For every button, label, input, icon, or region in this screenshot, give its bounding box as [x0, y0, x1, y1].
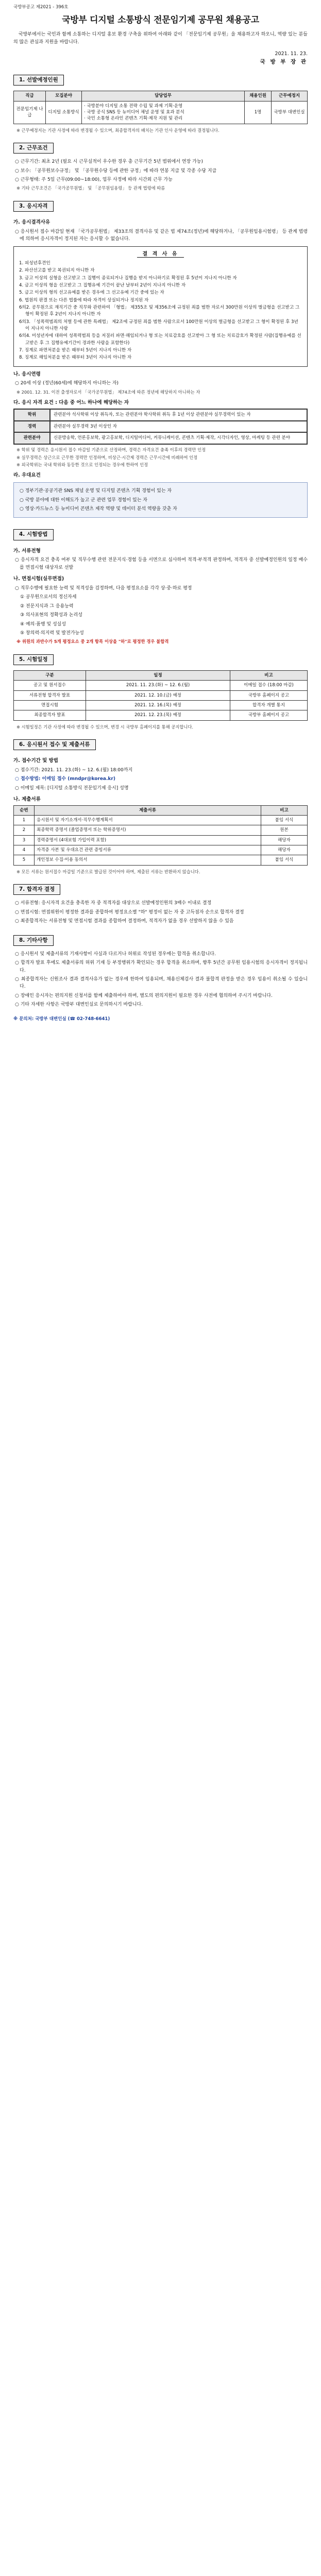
interview-criterion: ① 공무원으로서의 정신자세: [20, 595, 77, 600]
th-stage: 구분: [14, 670, 86, 680]
misc-item: ○ 기타 자세한 사항은 국방부 대변인실로 문의하시기 바랍니다.: [15, 1002, 143, 1008]
cell-no: 5: [14, 855, 35, 865]
positions-header-row: [14, 91, 308, 101]
section-7-heading: 7. 합격자 결정: [13, 884, 60, 895]
interview-heading: 나. 면접시험(실무면접): [13, 576, 64, 582]
qual-label-field: 관련분야: [14, 432, 50, 444]
decision-item: ○ 최종합격자는 서류전형 및 면접시험 결과를 종합하여 결정하며, 적격자가 없을 경우 선발하지 않을 수 있음: [15, 919, 234, 924]
table-row: [14, 101, 308, 124]
schedule-header-row: [14, 670, 308, 680]
qualification-grid: [13, 409, 308, 445]
qualification-note: ※ 학위 및 경력은 응시원서 접수 마감일 기준으로 산정하며, 경력은 자격요건 충족 이후의 경력만 인정: [16, 447, 206, 453]
work-condition-item: ○ 보수: 「공무원보수규정」 및 「공무원수당 등에 관한 규정」에 따라 연봉 지급 및 각종 수당 지급: [15, 168, 217, 174]
cell-stage: 서류전형 합격자 발표: [14, 690, 86, 700]
th-remark: 비고: [230, 670, 308, 680]
age-note: ※ 2001. 12. 31. 이전 출생자로서 「국가공무원법」 제74조에 따른 정년에 해당하지 아니하는 자: [16, 389, 200, 395]
document-screening-heading: 가. 서류전형: [13, 548, 41, 554]
th-schedule: 일정: [86, 670, 230, 680]
submission-docs-heading: 나. 제출서류: [13, 796, 41, 803]
table-row: [14, 710, 308, 720]
cell-no: 4: [14, 845, 35, 855]
work-condition-note: ※ 기타 근무조건은 「국가공무원법」 및 「공무원임용령」 등 관계 법령에 따름: [16, 185, 165, 191]
page-title: 국방부 디지털 소통방식 전문임기제 공무원 채용공고: [62, 15, 259, 26]
list-item: 6의3. 「성폭력범죄의 처벌 등에 관한 특례법」 제2조에 규정된 죄를 범한 사람으로서 100만원 이상의 벌금형을 선고받고 그 형이 확정된 후 3년이 지나지 아니한 사람: [19, 319, 298, 331]
disqualification-list: [19, 260, 302, 361]
cell-stage: 공고 및 원서접수: [14, 681, 86, 690]
cell-schedule: 2021. 12. 16.(목) 예정: [86, 700, 230, 710]
cell-field: 디지털 소통방식: [46, 101, 82, 124]
decision-item: ○ 면접시험: 면접위원이 평정한 결과를 종합하여 평정요소별 "하" 평정이 없는 자 중 고득점자 순으로 합격자 결정: [15, 909, 244, 915]
decision-item: ○ 서류전형: 응시자격 요건을 충족한 자 중 적격자를 대상으로 선발예정인원의 3배수 이내로 결정: [15, 901, 212, 906]
list-item: 6의4. 미성년자에 대하여 성폭력범죄 등을 저질러 파면·해임되거나 형 또는 치료감호를 선고받아 그 형 또는 치료감호가 확정된 사람(집행유예를 선고받은 후 그 집행유예기간이 경과한 사람을 포함한다): [19, 333, 301, 346]
interview-criterion: ⑤ 창의력·의지력 및 발전가능성: [20, 630, 84, 636]
contact-info: ※ 문의처: 국방부 대변인실 (☎ 02-748-6641): [13, 1016, 110, 1022]
document-number: 국방부공고 제2021 - 396호: [13, 5, 69, 10]
qual-label-career: 경력: [14, 421, 50, 433]
interview-criterion: ④ 예의·품행 및 성실성: [20, 621, 66, 627]
list-item: 3. 금고 이상의 실형을 선고받고 그 집행이 종료되거나 집행을 받지 아니하기로 확정된 후 5년이 지나지 아니한 자: [19, 275, 237, 281]
preference-item: ○ 국방 분야에 대한 이해도가 높고 군 관련 업무 경험이 있는 자: [20, 497, 147, 503]
list-item: 6. 법원의 판결 또는 다른 법률에 따라 자격이 상실되거나 정지된 자: [19, 297, 149, 303]
list-item: 1. 피성년후견인: [19, 261, 50, 266]
th-duties: 담당업무: [82, 91, 245, 101]
preference-heading: 라. 우대요건: [13, 472, 41, 479]
qualification-note: ※ 외국학위는 국내 학위와 동등한 것으로 인정되는 경우에 한하여 인정: [16, 462, 148, 468]
section-8-heading: 8. 기타사항: [13, 935, 54, 946]
th-doc-remark: 비고: [261, 805, 308, 815]
document-screening-text: ○ 응시자격 요건 충족 여부 및 직무수행 관련 전문지식·경험 등을 서면으로 심사하여 적격·부적격 판정하며, 적격자 중 선발예정인원의 일정 배수를 면접시험 대상자로 선발: [15, 557, 308, 570]
intro-text: 국방부에서는 국민과 함께 소통하는 디지털 홍보 환경 구축을 위하여 아래와 같이 「전문임기제 공무원」을 채용하고자 하오니, 역량 있는 분들의 많은 관심과 지원을 바랍니다.: [13, 32, 308, 45]
cell-no: 1: [14, 816, 35, 825]
cell-stage: 최종합격자 발표: [14, 710, 86, 720]
age-heading: 나. 응시연령: [13, 371, 41, 377]
cell-stage: 면접시험: [14, 700, 86, 710]
notice-date: 2021. 11. 23.: [275, 51, 308, 57]
issuing-organization: 국 방 부 장 관: [260, 59, 308, 65]
cell-document: 개인정보 수집·이용 동의서: [35, 855, 261, 865]
th-grade: 직급: [14, 91, 46, 101]
table-row: [14, 855, 308, 865]
th-no: 순번: [14, 805, 35, 815]
cell-remark: 국방부 홈페이지 공고: [230, 710, 308, 720]
table-row: [14, 690, 308, 700]
disqualification-text: ○ 응시원서 접수 마감일 현재 「국가공무원법」 제33조의 결격사유 및 같은 법 제74조(정년)에 해당하거나, 「공무원임용시험령」 등 관계 법령에 의하여 응시자격이 정지된 자는 응시할 수 없습니다.: [15, 229, 308, 242]
section-6-heading: 6. 응시원서 접수 및 제출서류: [13, 739, 96, 750]
qualification-heading: 다. 응시 자격 요건 : 다음 중 어느 하나에 해당하는 자: [13, 400, 129, 406]
section-4-heading: 4. 시험방법: [13, 529, 54, 540]
cell-remark: 국방부 홈페이지 공고: [230, 690, 308, 700]
cell-doc-remark: 붙임 서식: [261, 855, 308, 865]
work-condition-item: ○ 근무형태: 주 5일 근무(09:00~18:00), 업무 사정에 따라 시간외 근무 가능: [15, 177, 173, 183]
table-row: [14, 845, 308, 855]
table-row: [14, 835, 308, 845]
preference-item: ○ 정부기관·공공기관 SNS 채널 운영 및 디지털 콘텐츠 기획 경험이 있는 자: [20, 488, 172, 494]
list-item: 2. 파산선고를 받고 복권되지 아니한 자: [19, 268, 95, 274]
qual-label-degree: 학위: [14, 409, 50, 421]
section-2-heading: 2. 근무조건: [13, 143, 54, 154]
section-3-heading: 3. 응시자격: [13, 201, 54, 212]
th-count: 채용인원: [245, 91, 272, 101]
positions-table: [13, 91, 308, 124]
qual-text-field: 신문방송학, 언론홍보학, 광고홍보학, 디지털미디어, 커뮤니케이션, 콘텐츠 기획·제작, 시각디자인, 영상, 마케팅 등 관련 분야: [50, 432, 307, 444]
cell-no: 2: [14, 825, 35, 835]
age-text: ○ 20세 이상 (정년(60세)에 해당하지 아니하는 자): [15, 381, 119, 386]
title-block: [13, 14, 308, 26]
cell-doc-remark: 원본: [261, 825, 308, 835]
cell-doc-remark: 해당자: [261, 835, 308, 845]
documents-table: [13, 805, 308, 866]
disqualification-heading: 가. 응시결격사유: [13, 219, 50, 226]
cell-document: 자격증 사본 및 우대요건 관련 증빙서류: [35, 845, 261, 855]
cell-schedule: 2021. 12. 10.(금) 예정: [86, 690, 230, 700]
section-5-heading: 5. 시험일정: [13, 654, 54, 665]
documents-note: ※ 모든 서류는 원서접수 마감일 기준으로 발급된 것이어야 하며, 제출된 서류는 반환하지 않습니다.: [16, 869, 200, 874]
misc-item: ○ 장애인 응시자는 편의지원 신청서를 함께 제출하여야 하며, 별도의 편의지원이 필요한 경우 사전에 협의하여 주시기 바랍니다.: [15, 993, 273, 998]
cell-schedule: 2021. 12. 23.(목) 예정: [86, 710, 230, 720]
misc-item: ○ 최종합격자는 신원조사 결과 결격사유가 없는 경우에 한하여 임용되며, 채용신체검사 결과 불합격 판정을 받은 경우 임용이 취소될 수 있습니다.: [15, 976, 308, 990]
table-row: [14, 700, 308, 710]
application-item: ○ 이메일 제목: [디지털 소통방식 전문임기제 응시] 성명: [15, 785, 129, 791]
list-item: 5. 금고 이상의 형의 선고유예를 받은 경우에 그 선고유예 기간 중에 있는 자: [19, 290, 164, 296]
cell-document: 응시원서 및 자기소개서·직무수행계획서: [35, 816, 261, 825]
section-1-note: ※ 근무예정지는 기관 사정에 따라 변경될 수 있으며, 최종합격자의 배치는 기관 인사 운영에 따라 결정됩니다.: [16, 127, 219, 133]
qualification-note: ※ 실무경력은 상근으로 근무한 경력만 인정하며, 비상근·시간제 경력은 근무시간에 비례하여 인정: [16, 454, 198, 460]
disqualification-box: [13, 246, 308, 367]
cell-doc-remark: 해당자: [261, 845, 308, 855]
table-row: [14, 825, 308, 835]
cell-document: 경력증명서 (4대보험 가입이력 포함): [35, 835, 261, 845]
disqualification-box-title: 결 격 사 유: [137, 251, 183, 258]
cell-schedule: 2021. 11. 23.(화) ~ 12. 6.(월): [86, 681, 230, 690]
application-item: ○ 접수방법: 이메일 접수 (mndpr@korea.kr): [15, 776, 115, 782]
misc-item: ○ 응시원서 및 제출서류의 기재사항이 사실과 다르거나 허위로 작성된 경우에는 합격을 취소합니다.: [15, 951, 216, 957]
th-document: 제출서류: [35, 805, 261, 815]
cell-duties: · 국방분야 디지털 소통 전략 수립 및 과제 기획·운영 · 국방 공식 SNS 등 뉴미디어 채널 운영 및 효과 분석 · 국민 소통형 온라인 콘텐츠 기획·제작 지원 및 관리: [82, 101, 245, 124]
cell-no: 3: [14, 835, 35, 845]
section-1-heading: 1. 선발예정인원: [13, 75, 64, 86]
qual-text-degree: 관련분야 석사학위 이상 취득자, 또는 관련분야 학사학위 취득 후 1년 이상 관련분야 실무경력이 있는 자: [50, 409, 307, 421]
cell-location: 국방부 대변인실: [272, 101, 308, 124]
cell-remark: 이메일 접수 (18:00 마감): [230, 681, 308, 690]
list-item: 8. 징계로 해임처분을 받은 때부터 3년이 지나지 아니한 자: [19, 355, 132, 361]
th-location: 근무예정지: [272, 91, 308, 101]
schedule-note: ※ 시험일정은 기관 사정에 따라 변경될 수 있으며, 변경 시 국방부 홈페이지를 통해 공지합니다.: [16, 724, 194, 730]
qual-text-career: 관련분야 실무경력 3년 이상인 자: [50, 421, 307, 433]
preference-item: ○ 영상·카드뉴스 등 뉴미디어 콘텐츠 제작 역량 및 데이터 분석 역량을 갖춘 자: [20, 506, 177, 512]
cell-grade: 전문임기제 나급: [14, 101, 46, 124]
list-item: 6의2. 공무원으로 재직기간 중 직무와 관련하여 「형법」 제355조 및 제356조에 규정된 죄를 범한 자로서 300만원 이상의 벌금형을 선고받고 그 형이 확정된 후 2년이 지나지 아니한 자: [19, 305, 300, 317]
interview-note: ※ 위원의 과반수가 5개 평정요소 중 2개 항목 이상을 "하"로 평정한 경우 불합격: [16, 639, 169, 645]
preference-box: [13, 482, 308, 518]
cell-remark: 합격자 개별 통지: [230, 700, 308, 710]
table-row: [14, 816, 308, 825]
interview-criterion: ② 전문지식과 그 응용능력: [20, 603, 74, 609]
schedule-table: [13, 670, 308, 721]
cell-count: 1명: [245, 101, 272, 124]
documents-header-row: [14, 805, 308, 815]
work-condition-item: ○ 근무기간: 최초 2년 (필요 시 근무실적이 우수한 경우 총 근무기간 5년 범위에서 연장 가능): [15, 159, 204, 165]
cell-document: 최종학력 증명서 (졸업증명서 또는 학위증명서): [35, 825, 261, 835]
cell-doc-remark: 붙임 서식: [261, 816, 308, 825]
application-period-heading: 가. 접수기간 및 방법: [13, 758, 58, 764]
misc-item: ○ 합격자 발표 후에도 제출서류의 허위 기재 등 부정행위가 확인되는 경우 합격을 취소하며, 향후 5년간 공무원 임용시험의 응시자격이 정지됩니다.: [15, 960, 308, 973]
interview-criterion: ③ 의사표현의 정확성과 논리성: [20, 613, 82, 618]
table-row: [14, 681, 308, 690]
application-item: ○ 접수기간: 2021. 11. 23.(화) ~ 12. 6.(월) 18:00까지: [15, 767, 133, 773]
interview-text: ○ 직무수행에 필요한 능력 및 적격성을 검정하며, 다음 평정요소를 각각 상·중·하로 평정: [15, 585, 192, 591]
signature-block: [13, 50, 308, 66]
list-item: 7. 징계로 파면처분을 받은 때부터 5년이 지나지 아니한 자: [19, 347, 132, 353]
th-field: 모집분야: [46, 91, 82, 101]
list-item: 4. 금고 이상의 형을 선고받고 그 집행유예 기간이 끝난 날부터 2년이 지나지 아니한 자: [19, 283, 186, 289]
